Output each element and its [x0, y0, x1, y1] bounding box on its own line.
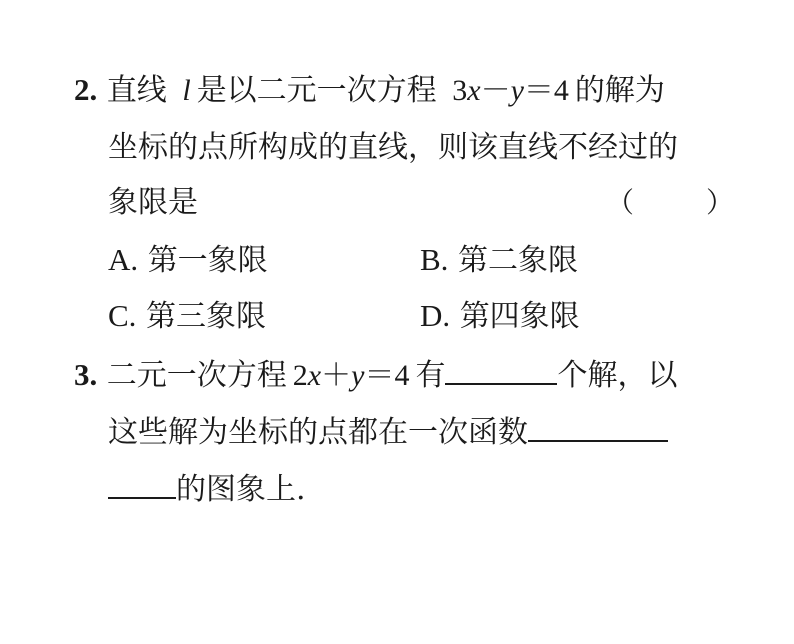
q2-option-c-text: 第三象限 — [145, 299, 266, 334]
q3-line-3 — [108, 470, 306, 510]
q2-option-a-text: 第一象限 — [147, 243, 268, 278]
q2-line-3: 象限是 — [108, 185, 198, 220]
q2-option-a-letter: A. — [108, 242, 139, 277]
q3-answer-blank-2b[interactable] — [108, 471, 176, 499]
q2-option-a — [108, 240, 268, 281]
q3-answer-blank-1[interactable] — [445, 357, 557, 385]
q2-answer-paren-close: ） — [706, 186, 735, 219]
q3-line-2 — [108, 413, 668, 453]
q2-line-1 — [74, 70, 665, 111]
q2-option-c-letter: C. — [108, 298, 137, 333]
q3-answer-blank-2a[interactable] — [528, 414, 668, 442]
q2-text-1b: 是以二元一次方程 — [196, 73, 437, 108]
q3-equation: 2x＋y＝4 — [292, 359, 410, 392]
q2-line-2: 坐标的点所构成的直线，则该直线不经过的 — [108, 130, 678, 165]
q2-option-d-letter: D. — [420, 298, 451, 333]
q3-text-1b: 有 — [415, 358, 446, 393]
q3-line-1 — [74, 355, 677, 396]
q2-option-c — [108, 296, 266, 337]
q2-option-d — [420, 296, 580, 337]
q2-number: 2. — [74, 72, 98, 107]
q2-option-d-text: 第四象限 — [459, 299, 580, 334]
q2-text-1c: 的解为 — [574, 73, 665, 108]
q3-text-3: 的图象上. — [176, 472, 306, 507]
q3-number: 3. — [74, 357, 98, 392]
q2-option-b — [420, 240, 578, 281]
q2-option-b-letter: B. — [420, 242, 449, 277]
q3-text-2: 这些解为坐标的点都在一次函数 — [108, 415, 528, 450]
q2-answer-paren-open: （ — [606, 186, 635, 219]
q3-text-1c: 个解，以 — [557, 358, 678, 393]
q2-text-1a: 直线 — [106, 73, 167, 108]
q2-equation: 3x－y＝4 — [452, 74, 569, 107]
q2-var-l: l — [182, 74, 191, 107]
q3-text-1a: 二元一次方程 — [106, 358, 287, 393]
q2-option-b-text: 第二象限 — [457, 243, 578, 278]
